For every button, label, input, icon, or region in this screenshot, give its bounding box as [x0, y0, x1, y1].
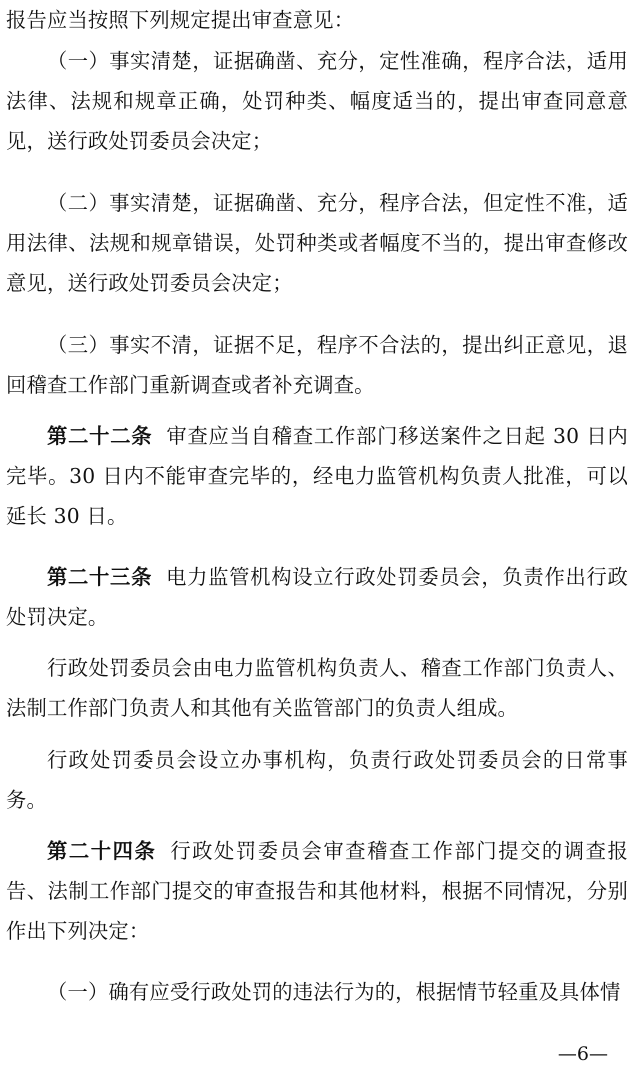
paragraph-text: （一）确有应受行政处罚的违法行为的，根据情节轻重及具体情: [47, 980, 621, 1004]
article-22: [6, 416, 628, 537]
paragraph-decision-1: [6, 972, 628, 1012]
page-number: —6—: [557, 1043, 608, 1065]
article-24: [6, 831, 628, 952]
paragraph-text: 行政处罚委员会审查稽查工作部门提交的调查报告、法制工作部门提交的审查报告和其他材料，根据不同情况，分别作出下列决定：: [6, 839, 628, 944]
paragraph-intro: [6, 0, 628, 40]
paragraph-text: 行政处罚委员会设立办事机构，负责行政处罚委员会的日常事务。: [6, 748, 628, 813]
article-number: 第二十四条: [47, 839, 157, 863]
paragraph-committee-office: [6, 740, 628, 820]
paragraph-text: 行政处罚委员会由电力监管机构负责人、稽查工作部门负责人、法制工作部门负责人和其他有关监管部门的负责人组成。: [6, 656, 628, 721]
article-23: [6, 557, 628, 637]
paragraph-item-3: [6, 325, 628, 405]
paragraph-committee-members: [6, 648, 628, 728]
article-number: 第二十二条: [47, 424, 153, 448]
paragraph-text: 审查应当自稽查工作部门移送案件之日起 30 日内完毕。30 日内不能审查完毕的，经电力监管机构负责人批准，可以延长 30 日。: [6, 424, 628, 529]
article-number: 第二十三条: [47, 565, 153, 589]
paragraph-text: （一）事实清楚，证据确凿、充分，定性准确，程序合法，适用法律、法规和规章正确，处罚种类、幅度适当的，提出审查同意意见，送行政处罚委员会决定；: [6, 49, 628, 154]
paragraph-item-1: [6, 41, 628, 162]
paragraph-item-2: [6, 183, 628, 304]
paragraph-text: 报告应当按照下列规定提出审查意见：: [6, 8, 355, 32]
paragraph-text: 电力监管机构设立行政处罚委员会，负责作出行政处罚决定。: [6, 565, 628, 630]
paragraph-text: （二）事实清楚，证据确凿、充分，程序合法，但定性不准，适用法律、法规和规章错误，处罚种类或者幅度不当的，提出审查修改意见，送行政处罚委员会决定；: [6, 191, 628, 296]
paragraph-text: （三）事实不清，证据不足，程序不合法的，提出纠正意见，退回稽查工作部门重新调查或者补充调查。: [6, 333, 628, 398]
